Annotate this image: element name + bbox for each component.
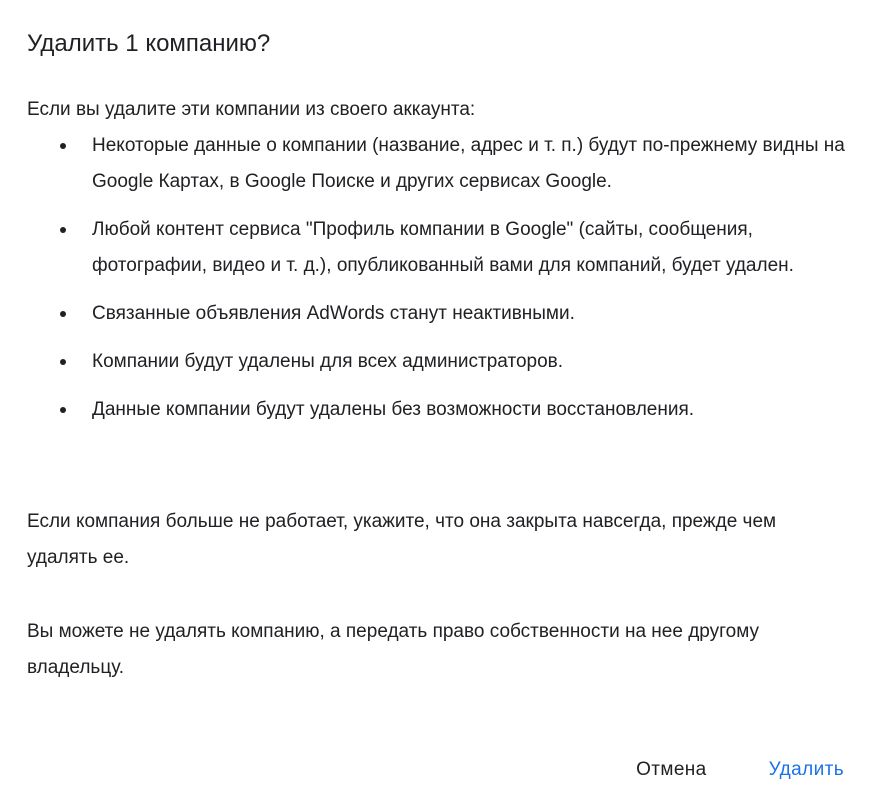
list-item: [27, 212, 847, 284]
bullet-dot-icon: [60, 143, 66, 149]
dialog-title: Удалить 1 компанию?: [27, 30, 271, 57]
intro-text: Если вы удалите эти компании из своего аккаунта:: [27, 99, 476, 120]
list-item: [27, 392, 847, 428]
list-item-text: Данные компании будут удалены без возможности восстановления.: [92, 399, 695, 420]
list-item: [27, 128, 847, 200]
dialog-content: [27, 92, 847, 428]
list-item-text: Компании будут удалены для всех администраторов.: [92, 351, 564, 372]
transfer-ownership-note: Вы можете не удалять компанию, а передать право собственности на нее другому владельцу.: [27, 621, 760, 678]
list-item-text: Некоторые данные о компании (название, адрес и т. п.) будут по-прежнему видны на Google Картах, в Google Поиске и других сервисах Google.: [92, 135, 845, 192]
bullet-dot-icon: [60, 407, 66, 413]
bullet-dot-icon: [60, 359, 66, 365]
bullet-dot-icon: [60, 227, 66, 233]
dialog-actions: [626, 752, 854, 788]
bullet-dot-icon: [60, 311, 66, 317]
list-item: [27, 344, 847, 380]
delete-button[interactable]: Удалить: [759, 752, 854, 788]
list-item: [27, 296, 847, 332]
closed-business-note: Если компания больше не работает, укажите, что она закрыта навсегда, прежде чем удалять ее.: [27, 511, 777, 568]
cancel-button[interactable]: Отмена: [626, 752, 717, 788]
consequences-list: [27, 128, 847, 428]
list-item-text: Связанные объявления AdWords станут неактивными.: [92, 303, 575, 324]
list-item-text: Любой контент сервиса "Профиль компании в Google" (сайты, сообщения, фотографии, видео и т. д.), опубликованный вами для компаний, будет удален.: [92, 219, 794, 276]
